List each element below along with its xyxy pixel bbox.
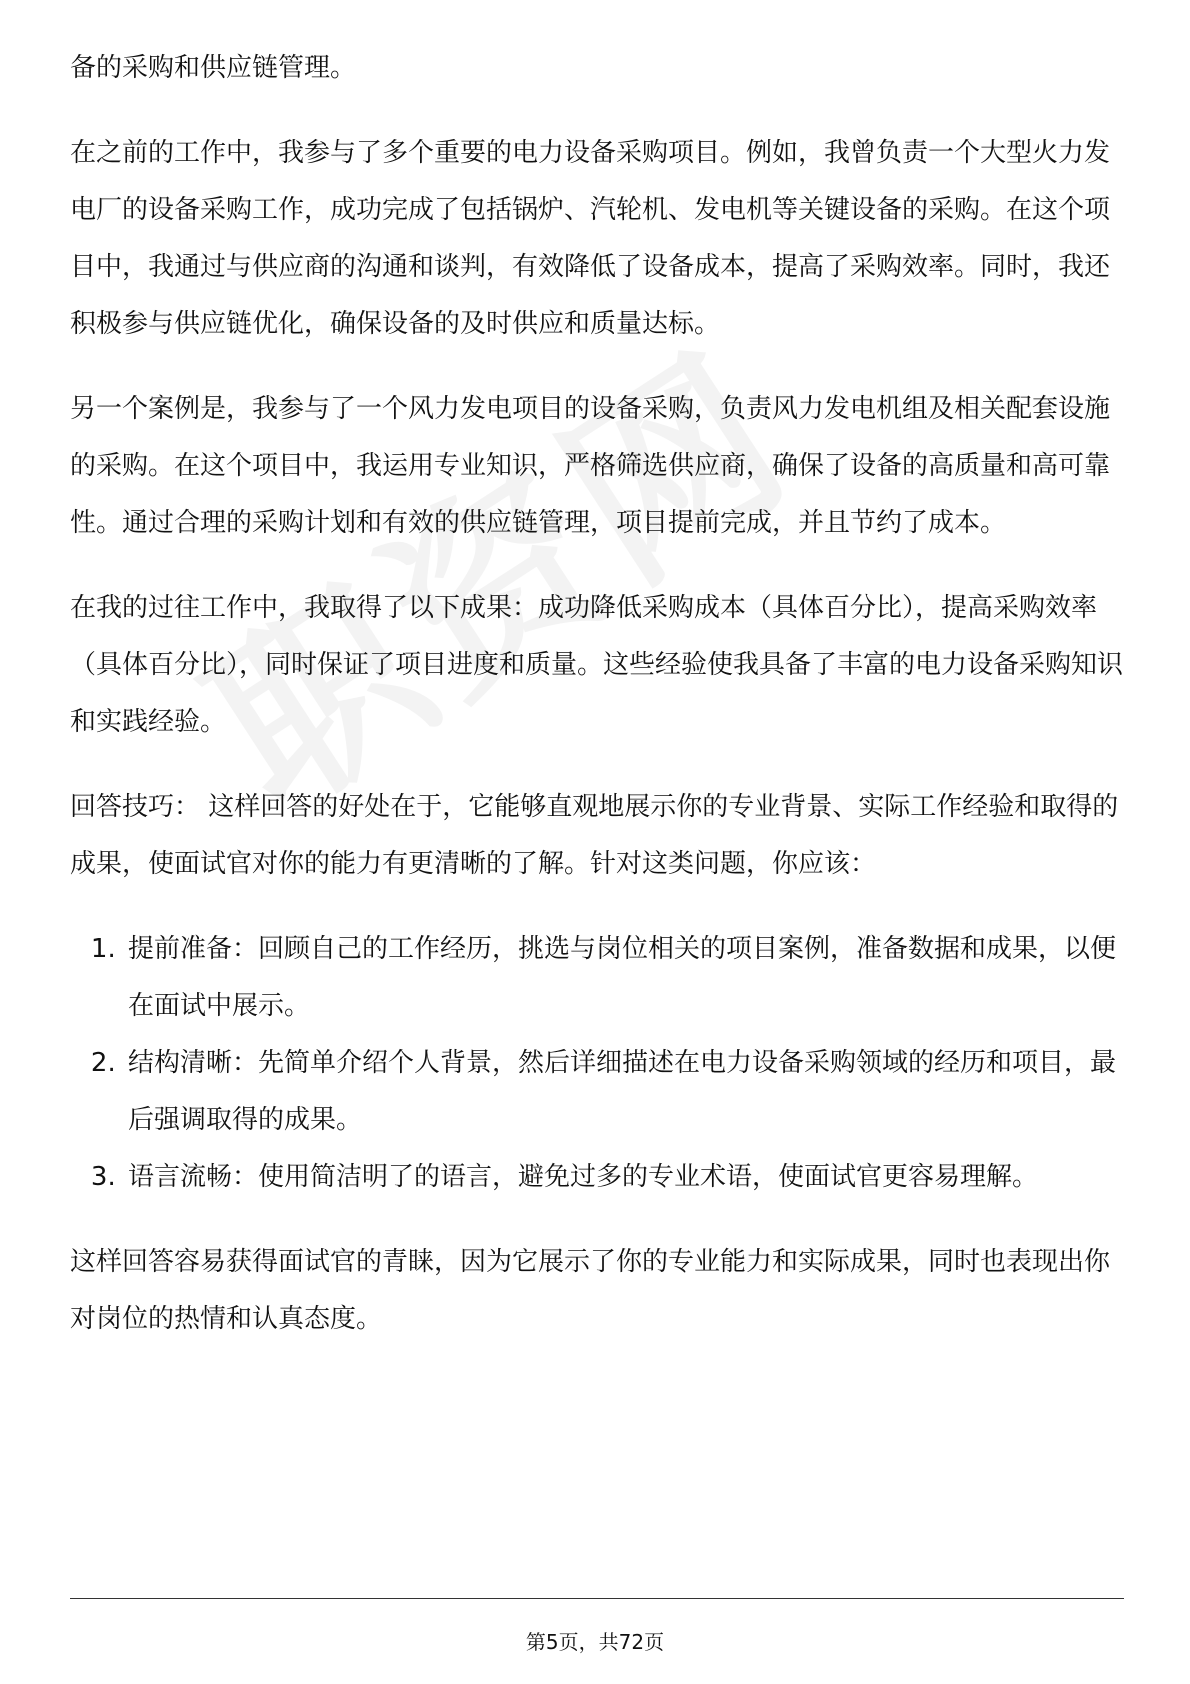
answer-tips-text: 这样回答的好处在于，它能够直观地展示你的专业背景、实际工作经验和取得的成果，使面试官对你的能力有更清晰的了解。针对这类问题，你应该： — [70, 792, 1119, 879]
list-item: 3. 语言流畅：使用简洁明了的语言，避免过多的专业术语，使面试官更容易理解。 — [124, 1149, 1130, 1206]
page-number: 第5页，共72页 — [525, 1630, 665, 1654]
tips-list — [70, 921, 1130, 1206]
footer-divider — [70, 1598, 1124, 1599]
paragraph-closing: 这样回答容易获得面试官的青睐，因为它展示了你的专业能力和实际成果，同时也表现出你对岗位的热情和认真态度。 — [70, 1247, 1111, 1334]
answer-tips-label: 回答技巧： — [70, 792, 201, 822]
list-item: 2. 结构清晰：先简单介绍个人背景，然后详细描述在电力设备采购领域的经历和项目，最后强调取得的成果。 — [124, 1035, 1130, 1149]
paragraph-achievements: 在我的过往工作中，我取得了以下成果：成功降低采购成本（具体百分比），提高采购效率（具体百分比），同时保证了项目进度和质量。这些经验使我具备了丰富的电力设备采购知识和实践经验。 — [70, 593, 1124, 737]
list-item: 1. 提前准备：回顾自己的工作经历，挑选与岗位相关的项目案例，准备数据和成果，以便在面试中展示。 — [124, 921, 1130, 1035]
paragraph-intro-continued: 备的采购和供应链管理。 — [70, 53, 357, 83]
paragraph-thermal-project: 在之前的工作中，我参与了多个重要的电力设备采购项目。例如，我曾负责一个大型火力发电厂的设备采购工作，成功完成了包括锅炉、汽轮机、发电机等关键设备的采购。在这个项目中，我通过与供应商的沟通和谈判，有效降低了设备成本，提高了采购效率。同时，我还积极参与供应链优化，确保设备的及时供应和质量达标。 — [70, 138, 1111, 339]
paragraph-wind-project: 另一个案例是，我参与了一个风力发电项目的设备采购，负责风力发电机组及相关配套设施的采购。在这个项目中，我运用专业知识，严格筛选供应商，确保了设备的高质量和高可靠性。通过合理的采购计划和有效的供应链管理，项目提前完成，并且节约了成本。 — [70, 394, 1111, 538]
paragraph-answer-tips — [70, 779, 1130, 893]
document-body — [70, 40, 1130, 1376]
